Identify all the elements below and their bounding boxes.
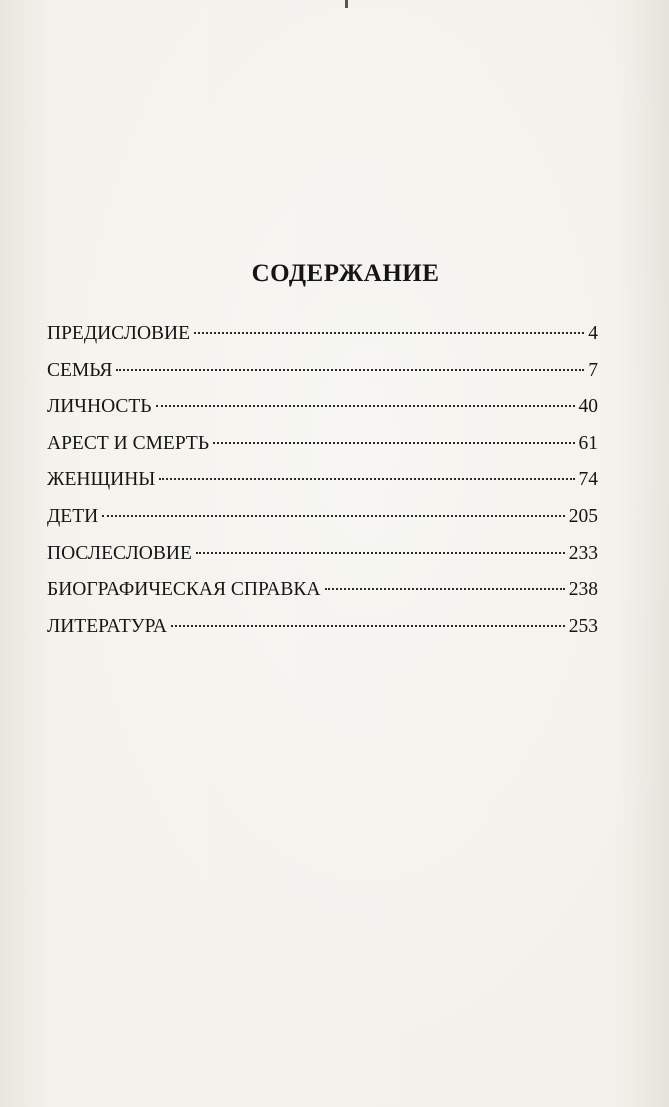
toc-entry-page: 4 (588, 323, 598, 344)
toc-entry-page: 61 (578, 432, 598, 454)
toc-entry-label: ПОСЛЕСЛОВИЕ (47, 542, 192, 564)
toc-entry (47, 499, 598, 536)
toc-entry-page: 40 (578, 396, 598, 418)
dot-leader (213, 442, 574, 444)
toc-entry-label: ПРЕДИСЛОВИЕ (47, 323, 191, 344)
dot-leader (194, 332, 584, 334)
toc-entry-page: 253 (568, 615, 598, 637)
toc-entry (47, 426, 598, 463)
table-of-contents (47, 316, 598, 645)
toc-entry (47, 609, 598, 646)
dot-leader (156, 405, 575, 407)
toc-entry-label: ЖЕНЩИНЫ (47, 469, 156, 491)
dot-leader (196, 552, 565, 554)
toc-entry-label: БИОГРАФИЧЕСКАЯ СПРАВКА (47, 579, 321, 601)
toc-entry (47, 353, 598, 390)
toc-entry-label: ЛИТЕРАТУРА (47, 615, 167, 637)
toc-entry-page: 7 (588, 359, 598, 381)
toc-entry-label: ДЕТИ (47, 505, 99, 527)
dot-leader (116, 369, 584, 371)
toc-entry (47, 316, 598, 353)
toc-entry-label: АРЕСТ И СМЕРТЬ (47, 432, 210, 454)
toc-entry (47, 462, 598, 499)
toc-entry (47, 389, 598, 426)
toc-entry-page: 205 (568, 505, 598, 527)
toc-entry-page: 233 (568, 542, 598, 564)
toc-entry-label: ЛИЧНОСТЬ (47, 396, 152, 418)
toc-entry (47, 572, 598, 609)
toc-entry-page: 238 (568, 579, 598, 601)
dot-leader (325, 588, 565, 590)
dot-leader (102, 515, 565, 517)
toc-entry-label: СЕМЬЯ (47, 359, 113, 381)
toc-entry-page: 74 (578, 469, 598, 491)
toc-entry (47, 536, 598, 573)
dot-leader (171, 625, 565, 627)
toc-title: СОДЕРЖАНИЕ (251, 260, 440, 287)
dot-leader (159, 478, 574, 480)
page-edge-mark (345, 0, 348, 8)
